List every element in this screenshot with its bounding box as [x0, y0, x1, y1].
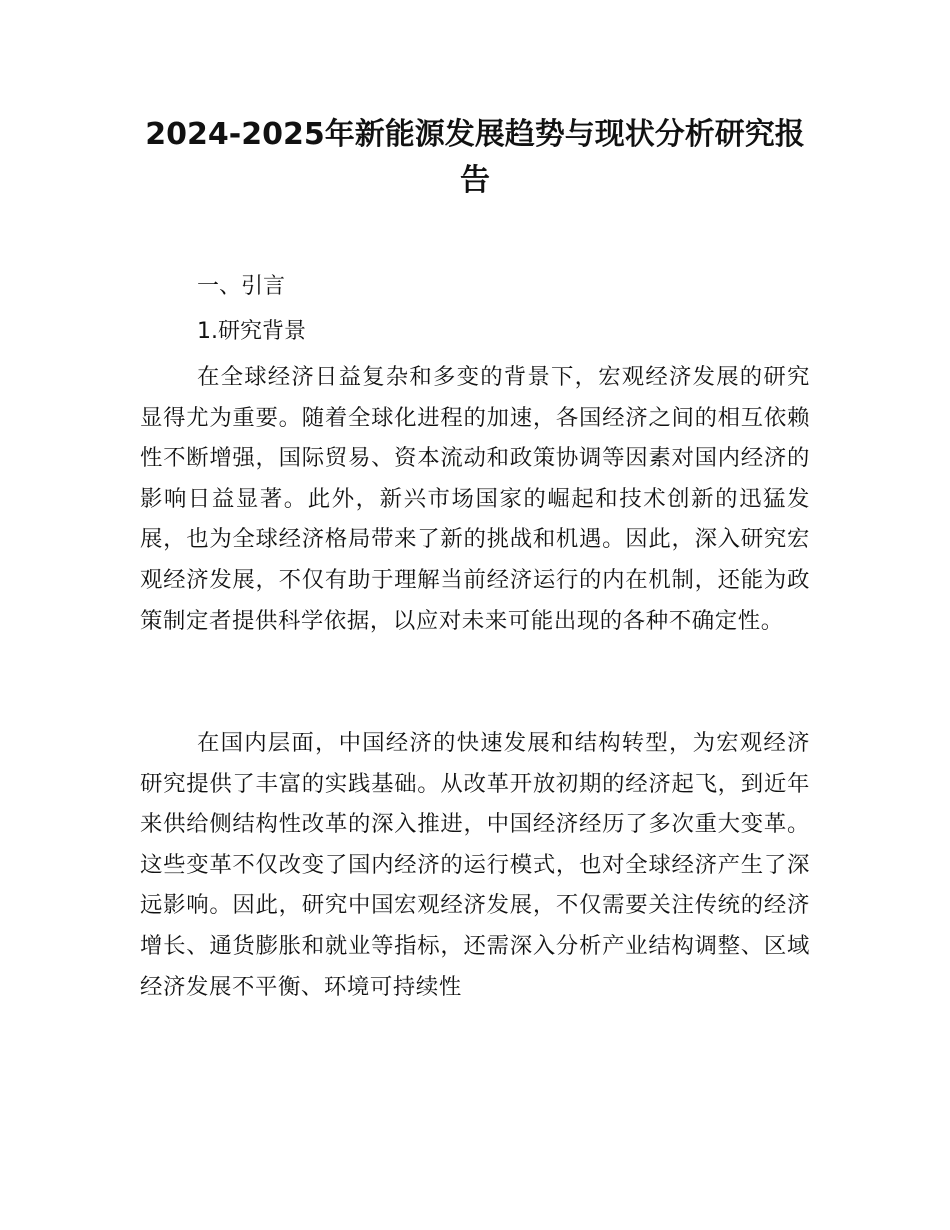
subsection-heading: 1.研究背景 — [197, 319, 306, 344]
body-paragraph-2: 在国内层面，中国经济的快速发展和结构转型，为宏观经济研究提供了丰富的实践基础。从改革开放初期的经济起飞，到近年来供给侧结构性改革的深入推进，中国经济经历了多次重大变革。这些变革不仅改变了国内经济的运行模式，也对全球经济产生了深远影响。因此，研究中国宏观经济发展，不仅需要关注传统的经济增长、通货膨胀和就业等指标，还需深入分析产业结构调整、区域经济发展不平衡、环境可持续性 — [140, 730, 810, 1000]
body-paragraph-1: 在全球经济日益复杂和多变的背景下，宏观经济发展的研究显得尤为重要。随着全球化进程的加速，各国经济之间的相互依赖性不断增强，国际贸易、资本流动和政策协调等因素对国内经济的影响日益显著。此外，新兴市场国家的崛起和技术创新的迅猛发展，也为全球经济格局带来了新的挑战和机遇。因此，深入研究宏观经济发展，不仅有助于理解当前经济运行的内在机制，还能为政策制定者提供科学依据，以应对未来可能出现的各种不确定性。 — [140, 364, 810, 634]
document-title: 2024-2025年新能源发展趋势与现状分析研究报告 — [145, 117, 805, 198]
section-heading: 一、引言 — [197, 274, 286, 299]
